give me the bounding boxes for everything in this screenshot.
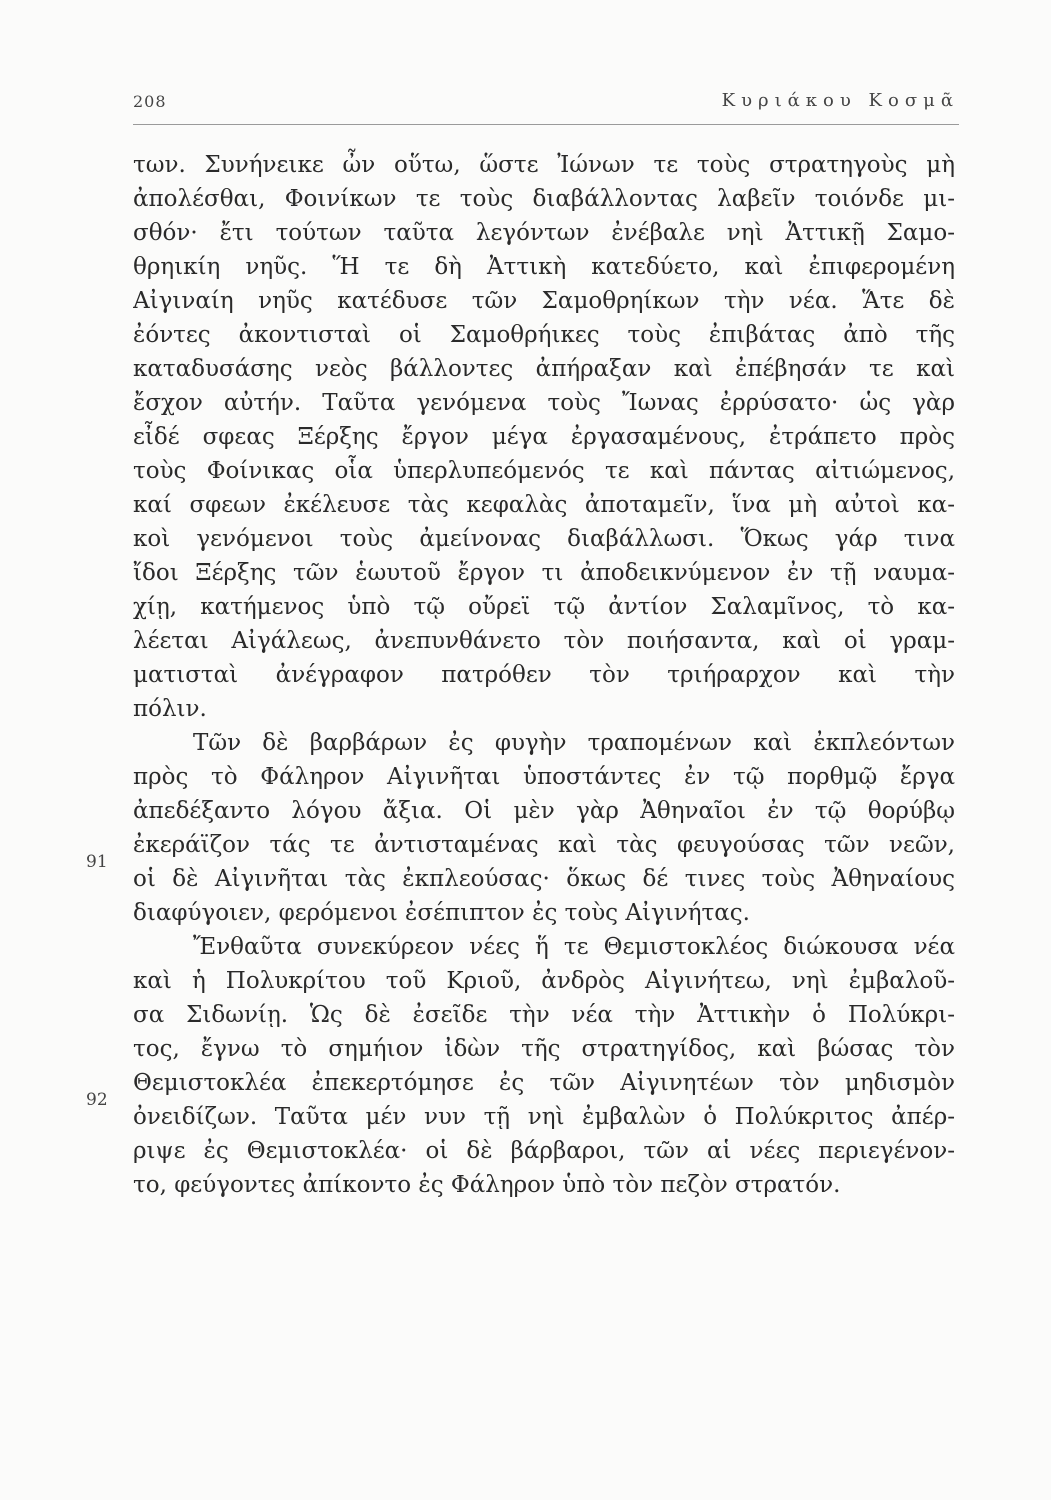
text-line: Αἰγιναίη νηῦς κατέδυσε τῶν Σαμοθρηίκων τὴν νέα. Ἅτε δὲ (133, 288, 955, 314)
paragraph-section-91 (133, 726, 955, 930)
text-line: τοὺς Φοίνικας οἷα ὑπερλυπεόμενός τε καὶ πάντας αἰτιώμενος, (133, 458, 955, 484)
text-line: το, φεύγοντες ἀπίκοντο ἐς Φάληρον ὑπὸ τὸν πεζὸν στρατόν. (133, 1172, 841, 1198)
text-line: πρὸς τὸ Φάληρον Αἰγινῆται ὑποστάντες ἐν τῷ πορθμῷ ἔργα (133, 764, 955, 790)
text-line: χίῃ, κατήμενος ὑπὸ τῷ οὔρεϊ τῷ ἀντίον Σαλαμῖνος, τὸ κα- (133, 594, 955, 620)
text-line: σθόν· ἔτι τούτων ταῦτα λεγόντων ἐνέβαλε νηὶ Ἀττικῇ Σαμο- (133, 220, 955, 246)
text-line: πόλιν. (133, 696, 207, 722)
text-line: ματισταὶ ἀνέγραφον πατρόθεν τὸν τριήραρχον καὶ τὴν (133, 662, 955, 688)
text-line: Θεμιστοκλέα ἐπεκερτόμησε ἐς τῶν Αἰγινητέων τὸν μηδισμὸν (133, 1070, 955, 1096)
text-line: ἀπολέσθαι, Φοινίκων τε τοὺς διαβάλλοντας λαβεῖν τοιόνδε μι- (133, 186, 955, 212)
paragraph-continuation (133, 148, 955, 726)
text-line: ἐόντες ἀκοντισταὶ οἱ Σαμοθρήικες τοὺς ἐπιβάτας ἀπὸ τῆς (133, 322, 955, 348)
text-line: ὀνειδίζων. Ταῦτα μέν νυν τῇ νηὶ ἐμβαλὼν ὁ Πολύκριτος ἀπέρ- (133, 1104, 955, 1130)
section-number-92: 92 (86, 1090, 108, 1110)
text-line: ἔσχον αὐτήν. Ταῦτα γενόμενα τοὺς Ἴωνας ἐρρύσατο· ὡς γὰρ (133, 390, 955, 416)
text-line: θρηικίη νηῦς. Ἥ τε δὴ Ἀττικὴ κατεδύετο, καὶ ἐπιφερομένη (133, 254, 955, 280)
text-line: διαφύγοιεν, φερόμενοι ἐσέπιπτον ἐς τοὺς Αἰγινήτας. (133, 900, 750, 926)
text-line: καὶ ἡ Πολυκρίτου τοῦ Κριοῦ, ἀνδρὸς Αἰγινήτεω, νηὶ ἐμβαλοῦ- (133, 968, 955, 994)
page-body (133, 148, 955, 1202)
text-line: καί σφεων ἐκέλευσε τὰς κεφαλὰς ἀποταμεῖν, ἵνα μὴ αὐτοὶ κα- (133, 492, 955, 518)
text-line: ἴδοι Ξέρξης τῶν ἑωυτοῦ ἔργον τι ἀποδεικνύμενον ἐν τῇ ναυμα- (133, 560, 955, 586)
paragraph-section-92 (133, 930, 955, 1202)
section-number-91: 91 (86, 852, 108, 872)
page-number: 208 (133, 92, 167, 111)
text-line: ἀπεδέξαντο λόγου ἄξια. Οἱ μὲν γὰρ Ἀθηναῖοι ἐν τῷ θορύβῳ (133, 798, 955, 824)
text-line: των. Συνήνεικε ὦν οὕτω, ὥστε Ἰώνων τε τοὺς στρατηγοὺς μὴ (133, 152, 955, 178)
page-header (133, 88, 959, 125)
text-line: λέεται Αἰγάλεως, ἀνεπυνθάνετο τὸν ποιήσαντα, καὶ οἱ γραμ- (133, 628, 955, 654)
text-line: τος, ἔγνω τὸ σημήιον ἰδὼν τῆς στρατηγίδος, καὶ βώσας τὸν (133, 1036, 955, 1062)
text-line: Ἔνθαῦτα συνεκύρεον νέες ἥ τε Θεμιστοκλέος διώκουσα νέα (193, 934, 955, 960)
text-line: Τῶν δὲ βαρβάρων ἐς φυγὴν τραπομένων καὶ ἐκπλεόντων (193, 730, 955, 756)
running-head: Κυριάκου Κοσμᾶ (721, 90, 959, 111)
text-line: οἱ δὲ Αἰγινῆται τὰς ἐκπλεούσας· ὅκως δέ τινες τοὺς Ἀθηναίους (133, 866, 955, 892)
text-line: ριψε ἐς Θεμιστοκλέα· οἱ δὲ βάρβαροι, τῶν αἱ νέες περιεγένον- (133, 1138, 955, 1164)
text-line: εἶδέ σφεας Ξέρξης ἔργον μέγα ἐργασαμένους, ἐτράπετο πρὸς (133, 424, 955, 450)
text-line: κοὶ γενόμενοι τοὺς ἀμείνονας διαβάλλωσι. Ὅκως γάρ τινα (133, 526, 955, 552)
text-line: σα Σιδωνίῃ. Ὡς δὲ ἐσεῖδε τὴν νέα τὴν Ἀττικὴν ὁ Πολύκρι- (133, 1002, 955, 1028)
text-line: ἐκεράϊζον τάς τε ἀντισταμένας καὶ τὰς φευγούσας τῶν νεῶν, (133, 832, 955, 858)
text-line: καταδυσάσης νεὸς βάλλοντες ἀπήραξαν καὶ ἐπέβησάν τε καὶ (133, 356, 955, 382)
